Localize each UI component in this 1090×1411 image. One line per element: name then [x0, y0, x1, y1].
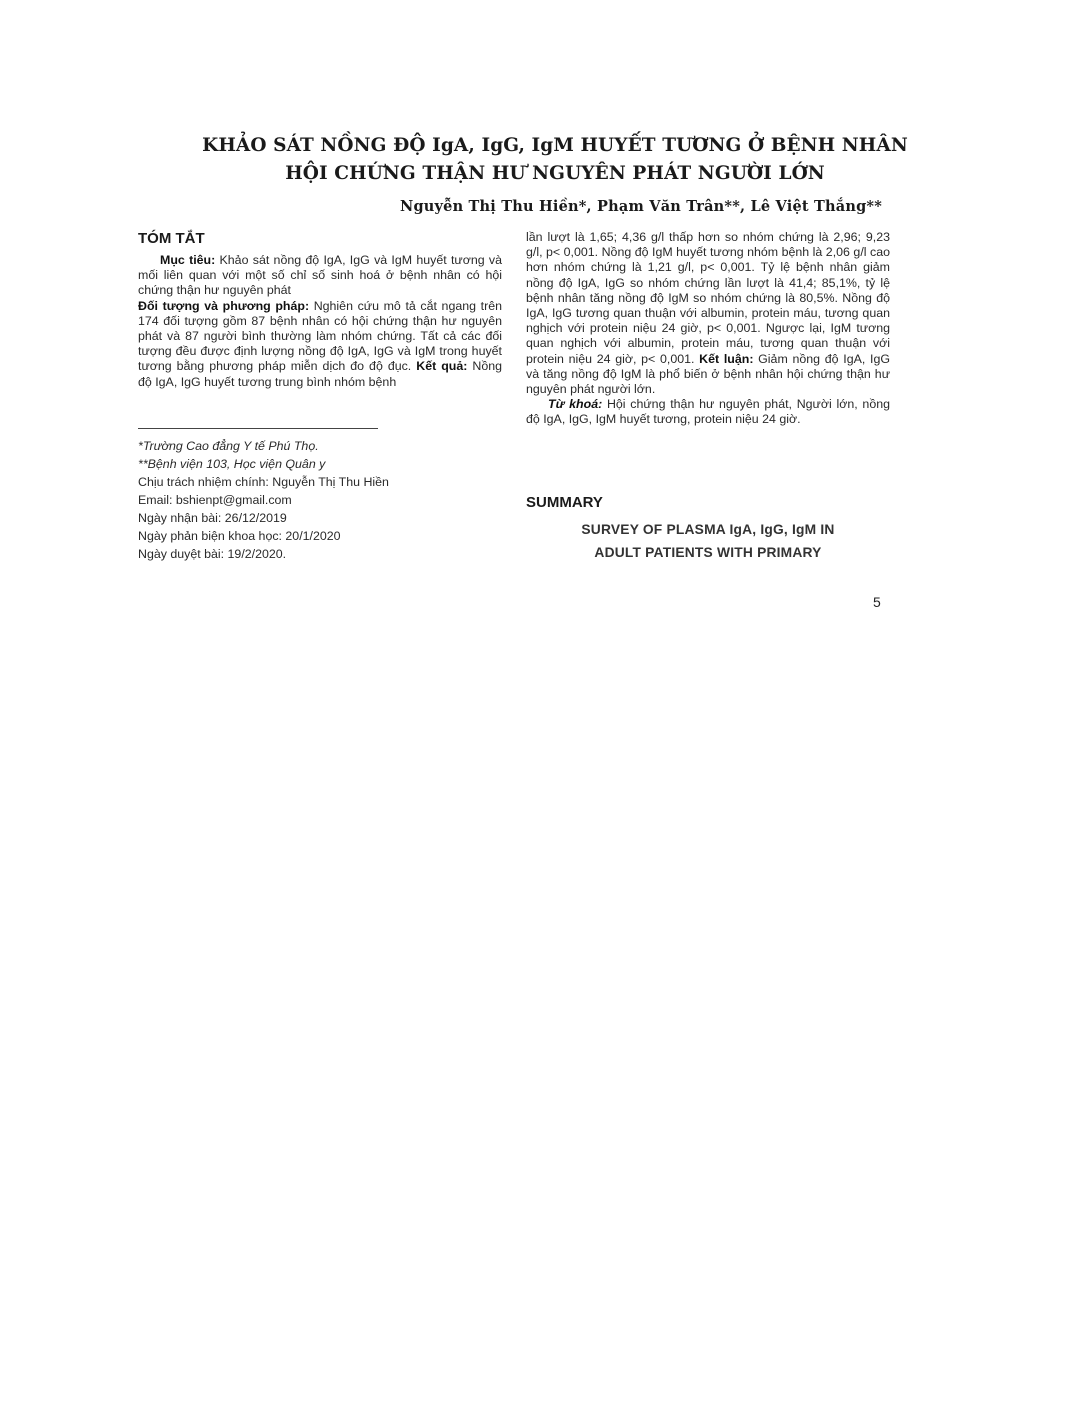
- page-number: 5: [873, 594, 881, 610]
- conclusion-label: Kết luận:: [699, 351, 754, 366]
- keywords-label: Từ khoá:: [548, 397, 603, 412]
- affiliation-1: *Trường Cao đẳng Y tế Phú Thọ.: [138, 439, 319, 453]
- article-title: [140, 132, 970, 188]
- results-continued: [526, 230, 890, 397]
- date-received: Ngày nhận bài: 26/12/2019: [138, 511, 287, 525]
- methods-text: Nghiên cứu mô tả cắt ngang trên 174 đối tượng gồm 87 bệnh nhân có hội chứng thận hư nguyên phát và 87 người bình thường làm nhóm chứng. Tất cả các đối tượng đều được định lượng nồng độ IgA, IgG và IgM trong huyết tương bằng phương pháp miễn dịch đo độ đục.: [138, 298, 502, 374]
- objective-label: Mục tiêu:: [160, 253, 216, 267]
- article-title-line1: KHẢO SÁT NỒNG ĐỘ IgA, IgG, IgM HUYẾT TƯƠNG Ở BỆNH NHÂN: [202, 135, 908, 156]
- keywords-paragraph: [526, 397, 890, 427]
- article-title-line2: HỘI CHỨNG THẬN HƯ NGUYÊN PHÁT NGƯỜI LỚN: [285, 163, 825, 184]
- author-list: Nguyễn Thị Thu Hiền*, Phạm Văn Trân**, Lê Việt Thắng**: [399, 198, 882, 215]
- date-reviewed: Ngày phản biện khoa học: 20/1/2020: [138, 529, 341, 543]
- date-approved: Ngày duyệt bài: 19/2/2020.: [138, 547, 287, 561]
- abstract-paragraph: [138, 253, 502, 390]
- results-text-left: Nồng độ IgA, IgG huyết tương trung bình nhóm bệnh: [138, 359, 502, 389]
- summary-title-line1: SURVEY OF PLASMA IgA, IgG, IgM IN: [581, 522, 835, 537]
- footnote-divider: [138, 428, 378, 429]
- footnotes: [138, 437, 498, 563]
- summary-heading: SUMMARY: [526, 494, 603, 511]
- email: Email: bshienpt@gmail.com: [138, 493, 292, 507]
- abstract-left-column: [138, 253, 502, 390]
- conclusion-text: Giảm nồng độ IgA, IgG và tăng nồng độ IgM là phổ biến ở bệnh nhân hội chứng thận hư nguyên phát người lớn.: [526, 351, 890, 397]
- abstract-heading: TÓM TẮT: [138, 230, 205, 247]
- keywords-text: Hội chứng thận hư nguyên phát, Người lớn, nồng độ IgA, IgG, IgM huyết tương, protein niệu 24 giờ.: [526, 397, 890, 427]
- abstract-right-column: [526, 230, 890, 428]
- methods-label: Đối tượng và phương pháp:: [138, 298, 310, 313]
- summary-title: [526, 518, 890, 564]
- results-label: Kết quả:: [416, 359, 468, 374]
- affiliation-2: **Bệnh viện 103, Học viện Quân y: [138, 457, 326, 471]
- objective-text: Khảo sát nồng độ IgA, IgG và IgM huyết tương và mối liên quan với một số chỉ số sinh hoá ở bệnh nhân có hội chứng thận hư nguyên phát: [138, 253, 502, 298]
- summary-title-line2: ADULT PATIENTS WITH PRIMARY: [594, 545, 822, 560]
- corresponding-author: Chịu trách nhiệm chính: Nguyễn Thị Thu Hiền: [138, 475, 389, 489]
- results-text-right: lần lượt là 1,65; 4,36 g/l thấp hơn so nhóm chứng là 2,96; 9,23 g/l, p< 0,001. Nồng độ IgM huyết tương nhóm bệnh là 2,06 g/l cao hơn nhóm chứng là 1,21 g/l, p< 0,001. Tỷ lệ bệnh nhân giảm nồng độ IgA, IgG so nhóm chứng lần lượt là 41,4; 85,1%, tỷ lệ bệnh nhân tăng nồng độ IgM so nhóm chứng là 80,5%. Nồng độ IgA, IgG tương quan thuận với albumin, protein máu, tương quan nghịch với protein niệu 24 giờ, p< 0,001. Ngược lại, IgM tương quan nghịch với albumin, protein máu, tương quan thuận với protein niệu 24 giờ, p< 0,001.: [526, 230, 890, 366]
